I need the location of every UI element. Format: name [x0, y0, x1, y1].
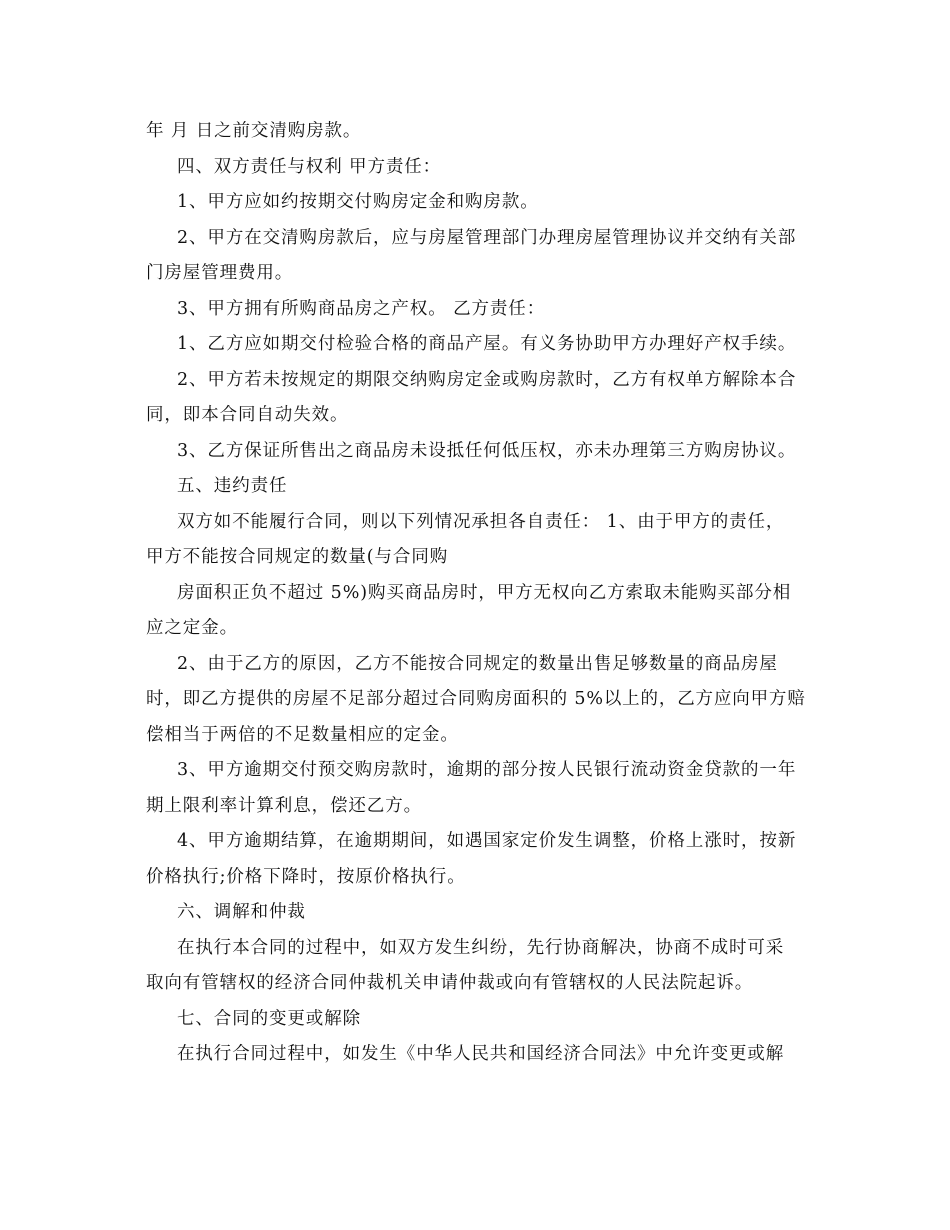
document-body	[146, 114, 806, 1073]
text-line: 4、甲方逾期结算，在逾期期间，如遇国家定价发生调整，价格上涨时，按新	[177, 831, 797, 851]
text-line: 时，即乙方提供的房屋不足部分超过合同购房面积的 5%以上的，乙方应向甲方赔	[146, 689, 806, 709]
section-heading: 七、合同的变更或解除	[177, 1008, 361, 1029]
text-line: 期上限利率计算利息，偿还乙方。	[146, 795, 422, 816]
text-line: 双方如不能履行合同，则以下列情况承担各自责任： 1、由于甲方的责任，	[177, 511, 785, 532]
text-line: 年 月 日之前交清购房款。	[146, 121, 362, 141]
text-line: 取向有管辖权的经济合同仲裁机关申请仲裁或向有管辖权的人民法院起诉。	[146, 973, 754, 993]
text-line: 3、甲方拥有所购商品房之产权。 乙方责任：	[177, 298, 546, 319]
text-line: 1、乙方应如期交付检验合格的商品产屋。有义务协助甲方办理好产权手续。	[177, 334, 797, 354]
text-line: 3、乙方保证所售出之商品房未设抵任何低压权，亦未办理第三方购房协议。	[177, 440, 797, 461]
text-line: 1、甲方应如约按期交付购房定金和购房款。	[177, 192, 539, 212]
text-line: 同，即本合同自动失效。	[146, 405, 349, 425]
text-line: 应之定金。	[146, 618, 238, 638]
text-line: 甲方不能按合同规定的数量(与合同购	[146, 547, 449, 567]
text-line: 2、由于乙方的原因，乙方不能按合同规定的数量出售足够数量的商品房屋	[177, 653, 778, 674]
text-line: 门房屋管理费用。	[146, 263, 294, 283]
text-line: 2、甲方若未按规定的期限交纳购房定金或购房款时，乙方有权单方解除本合	[177, 369, 797, 390]
text-line: 2、甲方在交清购房款后，应与房屋管理部门办理房屋管理协议并交纳有关部	[177, 227, 797, 248]
text-line: 在执行合同过程中，如发生《中华人民共和国经济合同法》中允许变更或解	[177, 1044, 785, 1064]
text-line: 3、甲方逾期交付预交购房款时，逾期的部分按人民银行流动资金贷款的一年	[177, 760, 797, 780]
text-line: 在执行本合同的过程中，如双方发生纠纷，先行协商解决，协商不成时可采	[177, 937, 785, 958]
section-heading: 五、违约责任	[177, 476, 288, 496]
section-heading: 四、双方责任与权利 甲方责任：	[177, 156, 442, 177]
text-line: 偿相当于两倍的不足数量相应的定金。	[146, 724, 459, 745]
text-line: 价格执行;价格下降时，按原价格执行。	[146, 866, 466, 887]
section-heading: 六、调解和仲裁	[177, 902, 306, 922]
text-line: 房面积正负不超过 5%)购买商品房时，甲方无权向乙方索取未能购买部分相	[177, 582, 792, 603]
